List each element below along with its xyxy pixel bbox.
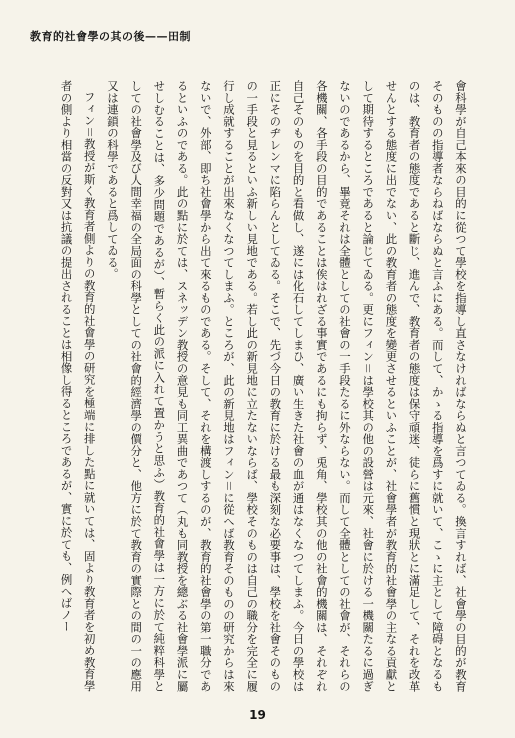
paragraph: フィン＝教授が斯く教育者側よりの教育的社會學の研究を極端に排した點に就いては、固より教育者を初め教育學者の側より相當の反對又は抗議の提出されることは相像し得るところであるが、實に於ても、例へばノー [59, 80, 97, 692]
body-text [42, 80, 472, 692]
running-head: 教育的社會學の其の後——田制 [30, 30, 191, 43]
page-number: 19 [249, 708, 266, 722]
paragraph: 會科學が自己本來の目的に從つて學校を指導し直さなければならぬと言つてゐる。換言すれば、社會學の目的が教育そのものの指導者ならねばならぬと言ふにある。而して、かゝる指導を爲すに就いて、こゝに主として障碍となるものは、教育者の態度であると斷じ、進んで、教育者の態度は保守頑迷、徒らに舊慣と現狀とに滿足して、それを改革せんとする態度に出でない、此の教育者の態度を變更させるといふことが、社會學者が教育的社會學の主なる貢獻として期待するところであると論じてゐる。更にフィン＝は學校其の他の設營は元來、社會に於ける一機關たるに過ぎないのであるから、畢竟それは全體としての社會の一手段たるに外ならない。而して全體としての社會が、それらの各機關、各手段の目的であることは俟はれざる事實であるにも拘らず、兎角、學校其の他の社會的機關は、それぞれ自己そのものを目的と看做し、遂には化石してしまひ、廣い生きた社會の血が通はなくなつてしまふ。今日の學校は正にそのヂレンマに陷らんとしてゐる。そこで、先づ今日の教育に於ける最も深刻な必要事は、學校を社會そのものの一手段と見るといふ新しい見地である。若し此の新見地に立たないならば、學校そのものは自己の職分を完全に履行し成就することが出來なくなつてしまふ。ところが、此の新見地はフィン＝に從へば教育そのものの研究からは來ないで、外部、即ち社會學から出て來るものである。そして、それを構渡しするのが、教育的社會學の第一職分であるといふのである。此の點に於ては、スネッデン教授の意見も同工異曲であつて（丸も同教授を總ぶる社會學派に屬せしむることは、多少問題であるが）、暫らく此の派に入れて置かうと思ふ）教育的社會學は一方に於て純粹科學としての社會學及び人間幸福の全局面の科學としての社會的經濟學の價分と、他方に於て教育の實際との間の一の應用又は連鎖の科學であると爲してゐる。 [105, 80, 468, 692]
